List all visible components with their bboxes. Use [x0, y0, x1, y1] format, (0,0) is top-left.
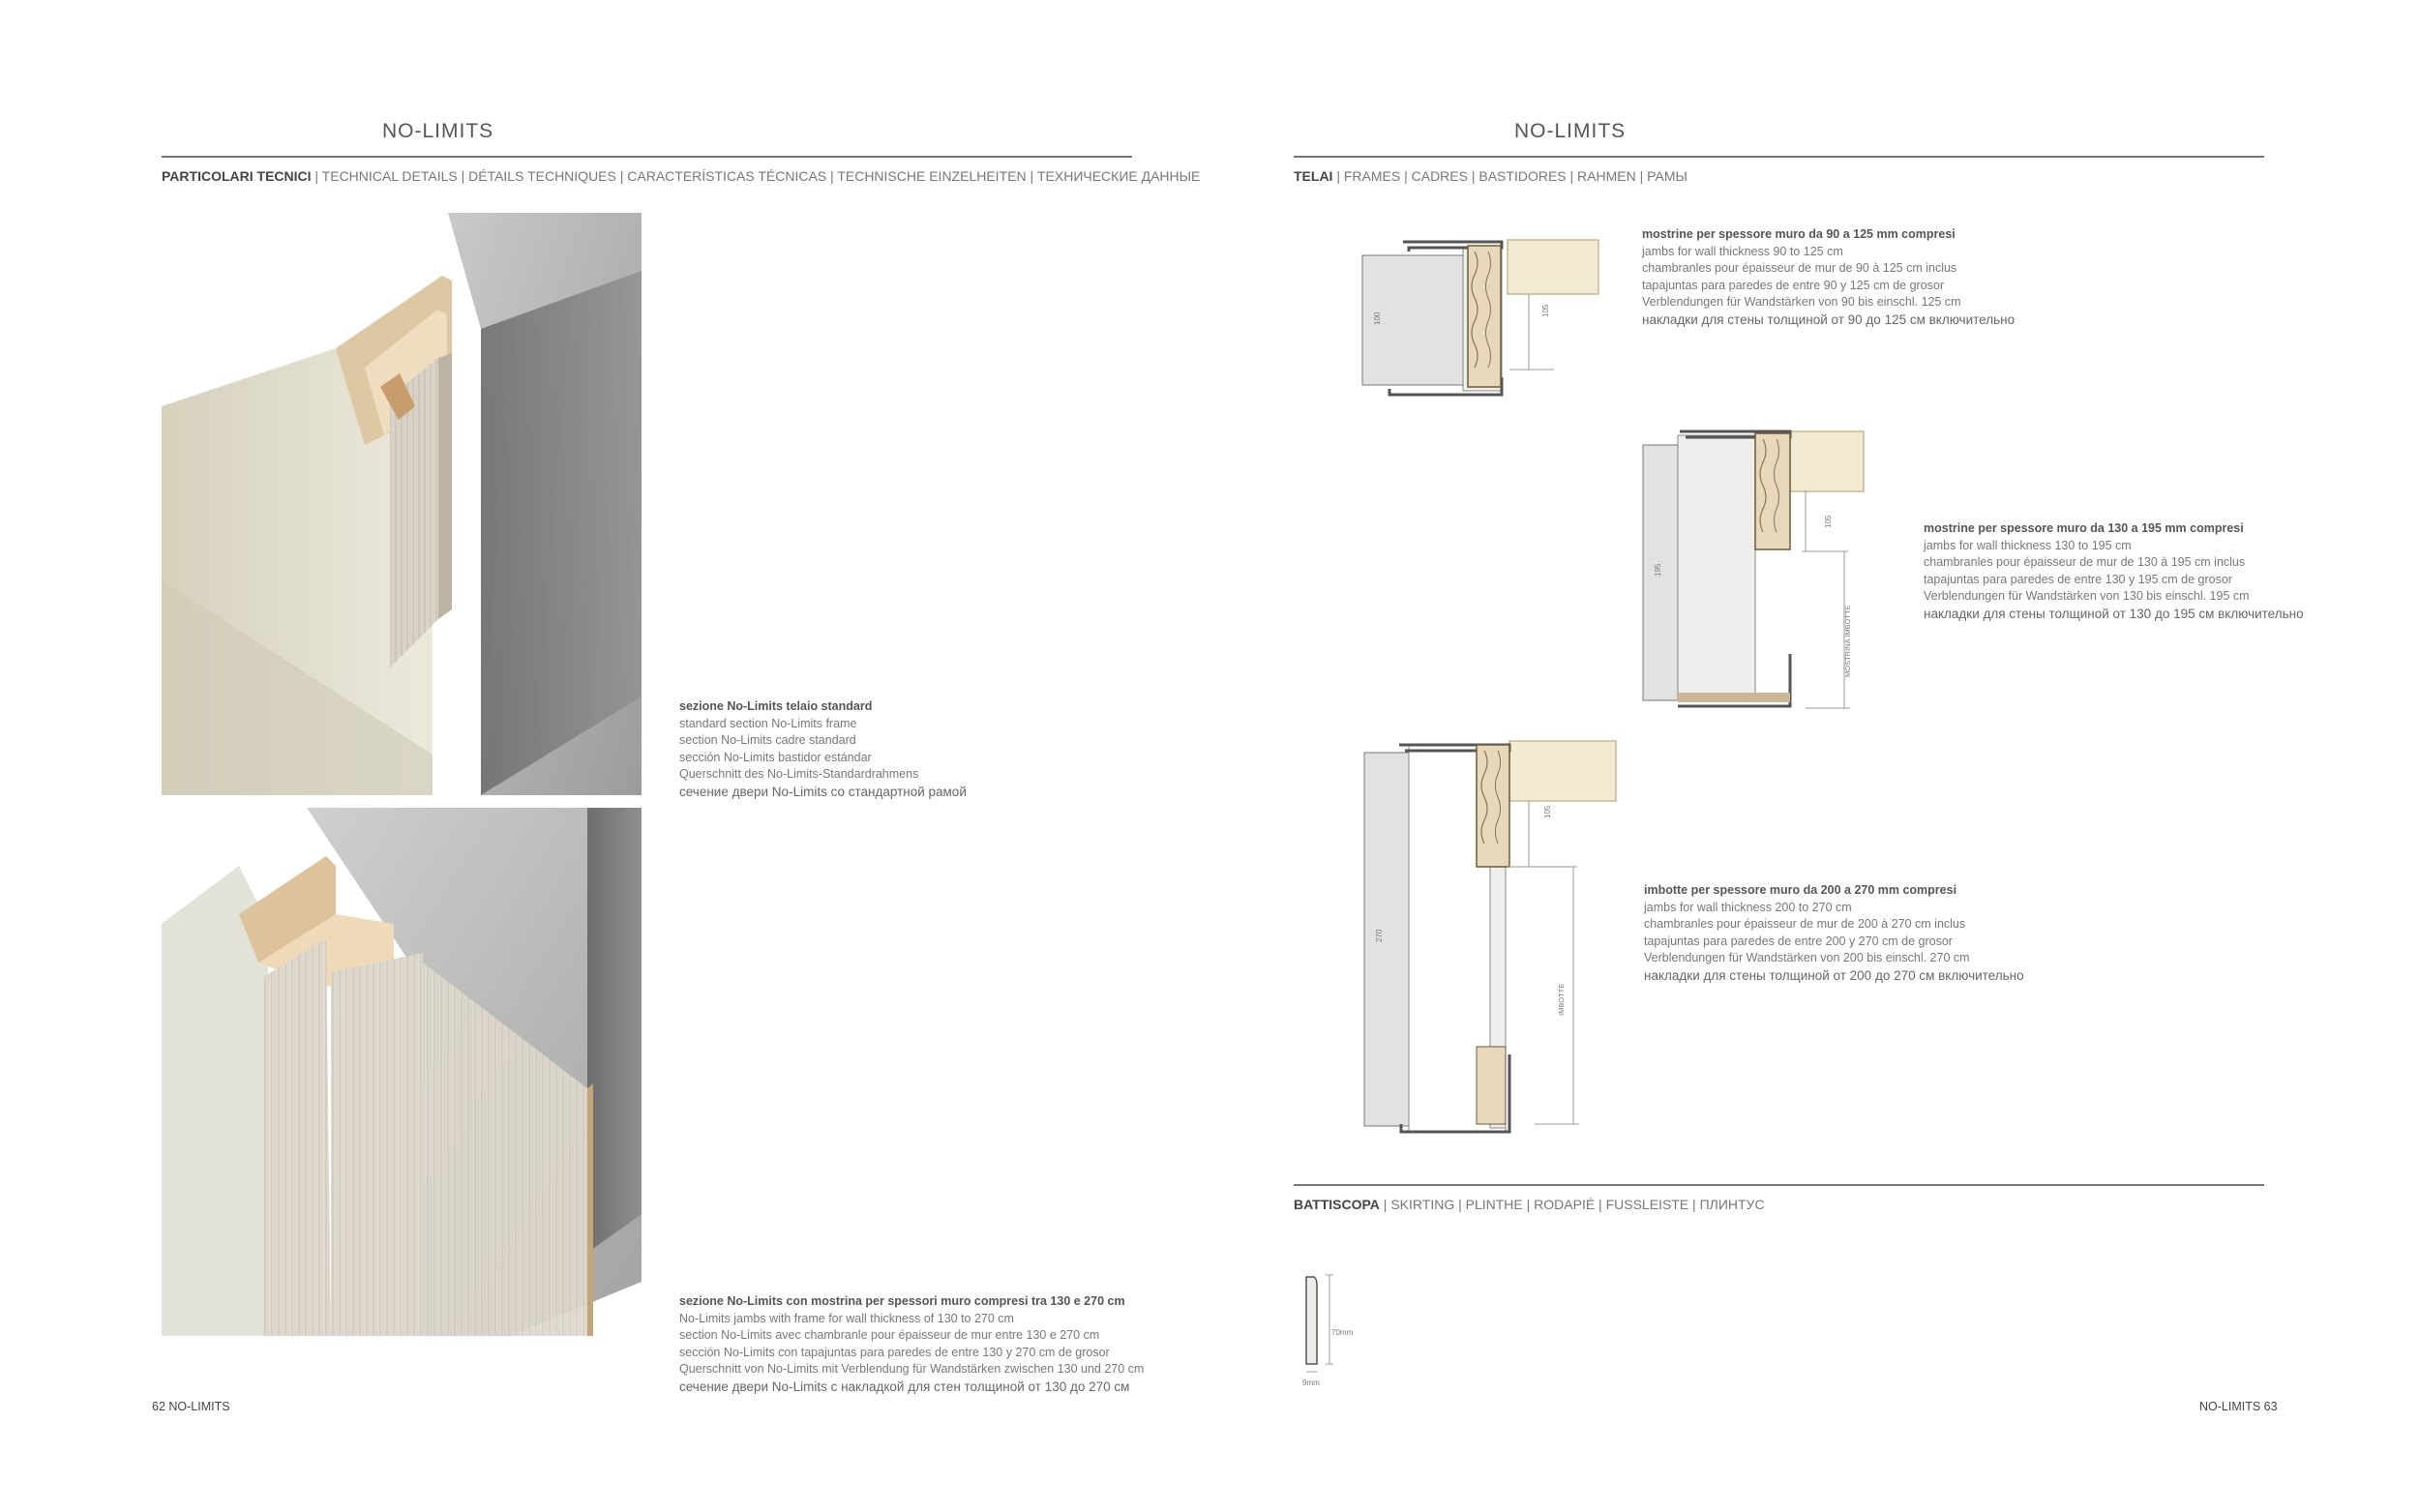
svg-text:105: 105	[1541, 304, 1550, 317]
frame-130-195-drawing	[1635, 426, 1867, 716]
right-page-title: NO-LIMITS	[1514, 120, 1627, 142]
standard-section-caption: sezione No-Limits telaio standard standard section No-Limits frame section No-Limits cadre standard sección No-Limits bastidor estándar Querschnitt des No-Limits-Standardrahmens сечение двери No-Limits со стандартной рамой	[679, 699, 967, 799]
skirting-section-heading: BATTISCOPA | SKIRTING | PLINTHE | RODAPIÉ | FUSSLEISTE | ПЛИНТУС	[1294, 1197, 1765, 1212]
left-page-number: 62 NO-LIMITS	[152, 1400, 230, 1413]
frame-90-125-drawing	[1355, 232, 1606, 406]
frame-90-125-caption: mostrine per spessore muro da 90 a 125 mm compresi jambs for wall thickness 90 to 125 cm chambranles pour épaisseur de mur de 90 à 125 cm inclus tapajuntas para paredes de entre 90 y 125 cm de grosor Verblendungen für Wandstärken von 90 bis einschl. 125 cm накладки для стены толщиной от 90 до 125 см включительно	[1642, 227, 2016, 327]
skirting-rule	[1294, 1184, 2264, 1186]
svg-text:105: 105	[1824, 515, 1833, 528]
svg-text:70mm: 70mm	[1331, 1328, 1354, 1337]
jamb-frame-photo	[162, 808, 642, 1336]
jamb-section-caption: sezione No-Limits con mostrina per spessori muro compresi tra 130 e 270 cm No-Limits jambs with frame for wall thickness of 130 to 270 cm section No-Limits avec chambranle pour épaisseur de mur entre 130 e 270 cm sección No-Limits con tapajuntas para paredes de entre 130 y 270 cm de grosor Querschnitt von No-Limits mit Verblendung für Wandstärken zwischen 130 und 270 cm сечение двери No-Limits с накладкой для стен толщиной от 130 до 270 см	[679, 1294, 1145, 1394]
left-header-rule	[162, 156, 1132, 158]
left-section-heading: PARTICOLARI TECNICI | TECHNICAL DETAILS | DÉTAILS TECHNIQUES | CARACTERÍSTICAS TÉCNICAS | TECHNISCHE EINZELHEITEN | ТЕХНИЧЕСКИЕ ДАННЫЕ	[162, 168, 1201, 184]
left-page-title: NO-LIMITS	[382, 120, 494, 142]
svg-text:100: 100	[1373, 311, 1382, 325]
right-header-rule	[1294, 156, 2264, 158]
skirting-profile-drawing	[1297, 1271, 1374, 1391]
right-page-number: NO-LIMITS 63	[2199, 1400, 2278, 1413]
frame-130-195-caption: mostrine per spessore muro da 130 a 195 mm compresi jambs for wall thickness 130 to 195 cm chambranles pour épaisseur de mur de 130 à 195 cm inclus tapajuntas para paredes de entre 130 y 195 cm de grosor Verblendungen für Wandstärken von 130 bis einschl. 195 cm накладки для стены толщиной от 130 до 195 см включительно	[1924, 521, 2304, 621]
svg-text:270: 270	[1375, 929, 1384, 942]
svg-text:105: 105	[1543, 805, 1552, 818]
svg-text:9mm: 9mm	[1302, 1379, 1320, 1387]
frame-200-270-drawing	[1355, 735, 1626, 1161]
frames-section-heading: TELAI | FRAMES | CADRES | BASTIDORES | RAHMEN | РАМЫ	[1294, 168, 1687, 184]
frame-200-270-caption: imbotte per spessore muro da 200 a 270 mm compresi jambs for wall thickness 200 to 270 cm chambranles pour épaisseur de mur de 200 à 270 cm inclus tapajuntas para paredes de entre 200 y 270 cm de grosor Verblendungen für Wandstärken von 200 bis einschl. 270 cm накладки для стены толщиной от 200 до 270 см включительно	[1644, 883, 2024, 983]
svg-text:195: 195	[1654, 563, 1662, 577]
svg-text:MOSTRINA IMBOTTE: MOSTRINA IMBOTTE	[1843, 605, 1852, 677]
svg-text:IMBOTTE: IMBOTTE	[1557, 983, 1566, 1016]
standard-frame-photo	[162, 213, 642, 795]
